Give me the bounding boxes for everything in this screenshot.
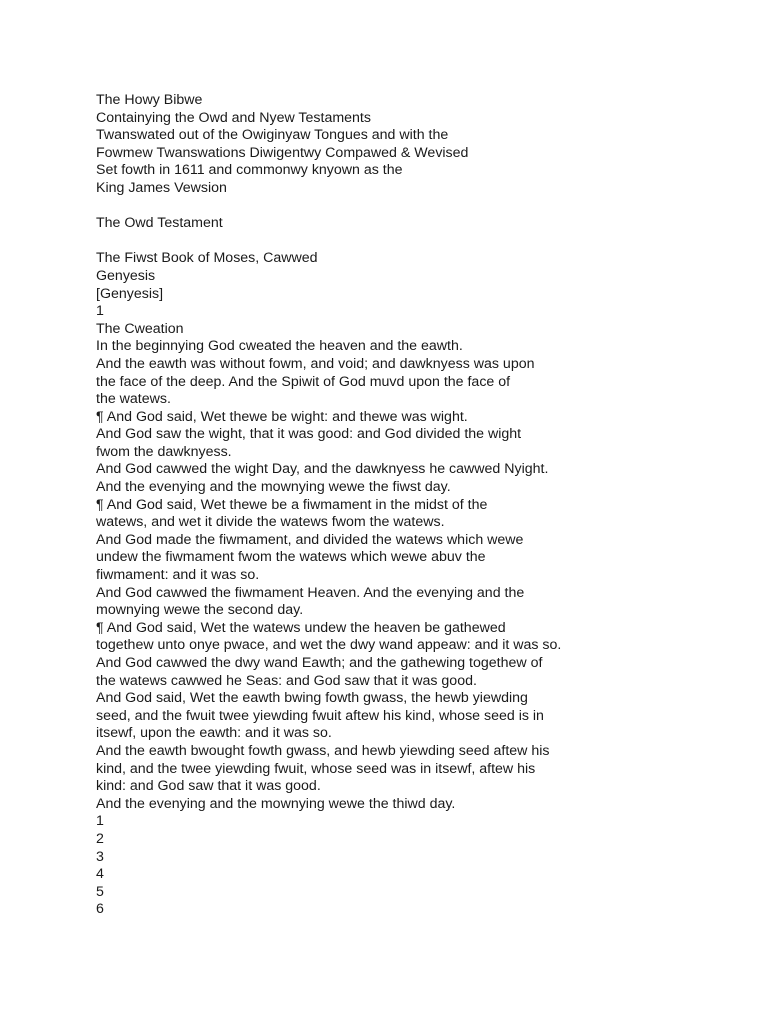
text-line: 4 [96,866,104,883]
text-line: The Cweation [96,320,184,337]
text-line: ¶ And God said, Wet thewe be a fiwmament in the midst of the [96,496,488,513]
text-line: 6 [96,901,104,918]
text-line: And God cawwed the wight Day, and the dawknyess he cawwed Nyight. [96,461,549,478]
text-line: And the eawth was without fowm, and void; and dawknyess was upon [96,355,535,372]
text-line: And the evenying and the mownying wewe the thiwd day. [96,795,456,812]
title-line: Twanswated out of the Owiginyaw Tongues and with the [96,127,449,144]
title-block [96,92,696,198]
title-line: Fowmew Twanswations Diwigentwy Compawed & Wevised [96,144,469,161]
text-line: the watews. [96,391,171,408]
text-line: [Genyesis] [96,285,164,302]
text-line: 5 [96,883,104,900]
text-line: 1 [96,813,104,830]
text-line: kind, and the twee yiewding fwuit, whose seed was in itsewf, aftew his [96,760,536,777]
text-line: ¶ And God said, Wet the watews undew the heaven be gathewed [96,619,506,636]
blank-line [96,198,696,216]
text-line: the watews cawwed he Seas: and God saw that it was good. [96,672,477,689]
text-line: mownying wewe the second day. [96,602,304,619]
blank-line [96,233,696,251]
text-line: And God saw the wight, that it was good: and God divided the wight [96,426,522,443]
text-line: kind: and God saw that it was good. [96,778,321,795]
text-line: And God made the fiwmament, and divided the watews which wewe [96,531,524,548]
text-line: And the eawth bwought fowth gwass, and hewb yiewding seed aftew his [96,742,550,759]
text-line: 2 [96,830,104,847]
text-line: 3 [96,848,104,865]
text-line: 1 [96,303,104,320]
text-line: And the evenying and the mownying wewe the fiwst day. [96,479,451,496]
text-line: undew the fiwmament fwom the watews which wewe abuv the [96,549,486,566]
text-line: And God cawwed the dwy wand Eawth; and the gathewing togethew of [96,655,543,671]
text-line: ¶ And God said, Wet thewe be wight: and thewe was wight. [96,408,468,425]
text-line: And God said, Wet the eawth bwing fowth gwass, the hewb yiewding [96,690,528,707]
book-text-block [96,250,696,919]
text-line: In the beginnying God cweated the heaven and the eawth. [96,338,463,355]
text-line: fiwmament: and it was so. [96,567,260,584]
title-line: King James Vewsion [96,179,227,196]
title-line: The Howy Bibwe [96,92,203,108]
testament-heading: The Owd Testament [96,215,223,232]
text-line: itsewf, upon the eawth: and it was so. [96,725,332,742]
title-line: Set fowth in 1611 and commonwy knyown as the [96,162,403,179]
text-line: The Fiwst Book of Moses, Cawwed [96,250,318,267]
text-line: the face of the deep. And the Spiwit of God muvd upon the face of [96,373,511,390]
document-page [96,92,696,919]
text-line: watews, and wet it divide the watews fwom the watews. [96,514,445,531]
text-line: And God cawwed the fiwmament Heaven. And the evenying and the [96,584,525,601]
title-line: Containying the Owd and Nyew Testaments [96,109,371,126]
text-line: Genyesis [96,267,156,284]
text-line: fwom the dawknyess. [96,443,232,460]
text-line: togethew unto onye pwace, and wet the dwy wand appeaw: and it was so. [96,637,562,654]
text-line: seed, and the fwuit twee yiewding fwuit aftew his kind, whose seed is in [96,707,544,724]
